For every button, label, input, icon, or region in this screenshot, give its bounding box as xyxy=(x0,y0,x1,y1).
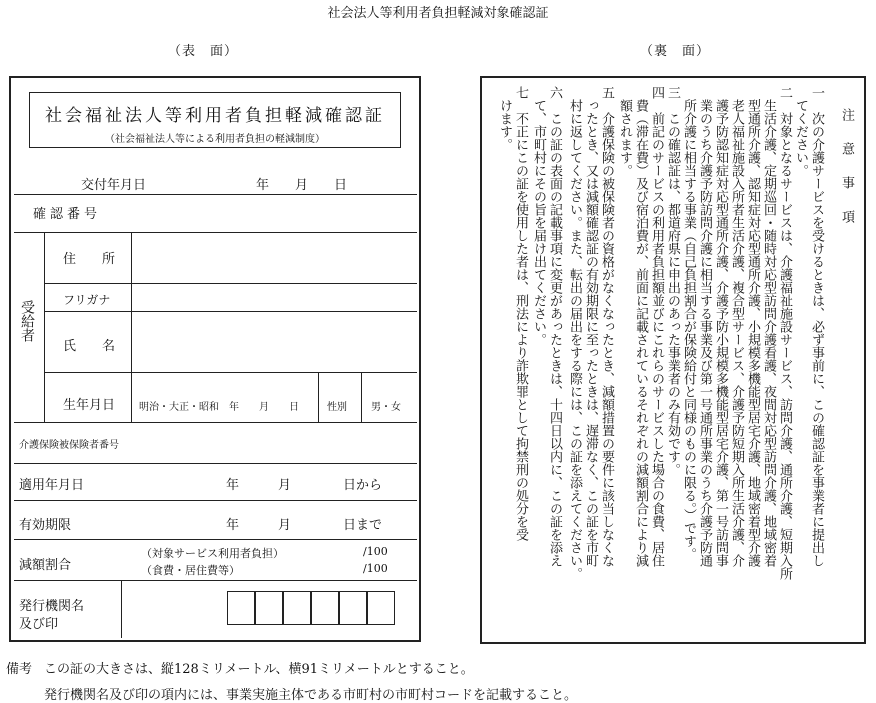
sex-options: 男・女 xyxy=(371,402,401,413)
document-title: 社会法人等利用者負担軽減対象確認証 xyxy=(327,6,549,21)
back-card xyxy=(480,76,866,644)
card-subtitle: （社会福祉法人等による利用者負担の軽減制度） xyxy=(105,134,325,145)
row-divider xyxy=(44,311,417,312)
code-box xyxy=(367,591,395,625)
code-box xyxy=(311,591,339,625)
code-box xyxy=(227,591,255,625)
furigana-label: フリガナ xyxy=(63,293,111,307)
issue-date-label: 交付年月日 xyxy=(81,178,147,193)
birth-label: 生年月日 xyxy=(63,398,116,413)
reduction-line1-value: /100 xyxy=(363,545,388,558)
label-col-divider xyxy=(131,232,132,422)
note-item-3: 三 この確認証は、都道府県に申出のあった事業者のみ有効です。 xyxy=(665,86,680,476)
row-divider xyxy=(14,539,417,540)
code-box xyxy=(255,591,283,625)
reduction-line1: （対象サービス利用者負担） xyxy=(141,547,284,560)
note-item-7: 七 不正にこの証を使用した者は、刑法により詐欺罪として拘禁刑の処分を受 けます。 xyxy=(497,86,528,541)
sex-label: 性別 xyxy=(327,402,347,413)
issue-date-field: 年 月 日 xyxy=(256,178,348,193)
card-title-box xyxy=(29,92,401,148)
row-divider xyxy=(14,500,417,501)
reduction-label: 減額割合 xyxy=(19,558,72,573)
front-card xyxy=(9,76,421,642)
card-title: 社会福祉法人等利用者負担軽減確認証 xyxy=(45,106,385,126)
address-label: 住 所 xyxy=(63,252,116,267)
reduction-line2: （食費・居住費等） xyxy=(141,564,240,577)
remarks-line-1: この証の大きさは、縦128ミリメートル、横91ミリメートルとすること。 xyxy=(44,662,474,677)
row-divider xyxy=(14,422,417,423)
note-item-2: 二 対象となるサービスは、介護福祉施設サービス、訪問介護、通所介護、短期入所 生活介護、定期巡回・随時対応型訪問介護看護、夜間対応型訪問介護、地域密着 型通所介護、認知症対応型通所介護、小規模多機能型居宅介護、地域密着型介護 老人福祉施設入所者生活介護、複合型サービス、介護予防短期入所生活介護、介 護予防認知症対応型通所介護、介護予防小規模多機能型居宅介護、第一号訪問事 業のうち介護予防訪問介護に相当する事業及び第一号通所事業のうち介護予防通 所介護に相当する事業（自己負担割合が保険給付と同様のものに限る。）です。 xyxy=(681,86,792,580)
insured-no-label: 介護保険被保険者番号 xyxy=(19,440,119,451)
recipient-label: 受給者 xyxy=(19,300,35,342)
remarks-line-2: 発行機関名及び印の項内には、事業実施主体である市町村の市町村コードを記載すること。 xyxy=(44,688,578,703)
code-box xyxy=(339,591,367,625)
notes-heading: 注 意 事 項 xyxy=(839,108,854,227)
confirm-no-label: 確認番号 xyxy=(33,207,102,222)
name-label: 氏 名 xyxy=(63,339,116,354)
row-divider xyxy=(14,463,417,464)
note-item-5: 五 介護保険の被保険者の資格がなくなったとき、減額措置の要件に該当しなくな ったとき、又は減額確認証の有効期限に至ったときは、遅滞なく、この証を市町 村に返してください。また、転出の届出をする際には、この証を添えてください。 xyxy=(567,86,614,580)
valid-label: 有効期限 xyxy=(19,518,72,533)
remarks-label: 備考 xyxy=(6,662,33,677)
recipient-col-divider xyxy=(44,232,45,422)
front-side-label: （表 面） xyxy=(168,44,239,59)
issuer-label-2: 及び印 xyxy=(19,617,59,632)
issuer-label-1: 発行機関名 xyxy=(19,599,85,614)
reduction-line2-value: /100 xyxy=(363,562,388,575)
apply-date-value: 年 月 日から xyxy=(226,478,383,493)
row-divider xyxy=(14,580,417,581)
note-item-1: 一 次の介護サービスを受けるときは、必ず事前に、この確認証を事業者に提出し てください。 xyxy=(793,86,824,567)
valid-value: 年 月 日まで xyxy=(226,518,383,533)
back-side-label: （裏 面） xyxy=(640,44,711,59)
row-divider xyxy=(14,232,417,233)
birth-eras: 明治・大正・昭和 年 月 日 xyxy=(139,402,299,413)
issuer-col-divider xyxy=(121,580,122,638)
sex-value-divider xyxy=(361,372,362,422)
row-divider xyxy=(44,283,417,284)
sex-col-divider xyxy=(318,372,319,422)
note-item-4: 四 前記のサービスの利用者負担額並びにこれらのサービスした場合の食費、居住 費（滞在費）及び宿泊費が、前面に記載されているそれぞれの減額割合により減 額されます。 xyxy=(617,86,664,567)
apply-date-label: 適用年月日 xyxy=(19,478,85,493)
row-divider xyxy=(14,194,417,195)
code-box xyxy=(283,591,311,625)
note-item-6: 六 この証の表面の記載事項に変更があったときは、十四日以内に、この証を添え て、市町村にその旨を届け出てください。 xyxy=(531,86,562,567)
